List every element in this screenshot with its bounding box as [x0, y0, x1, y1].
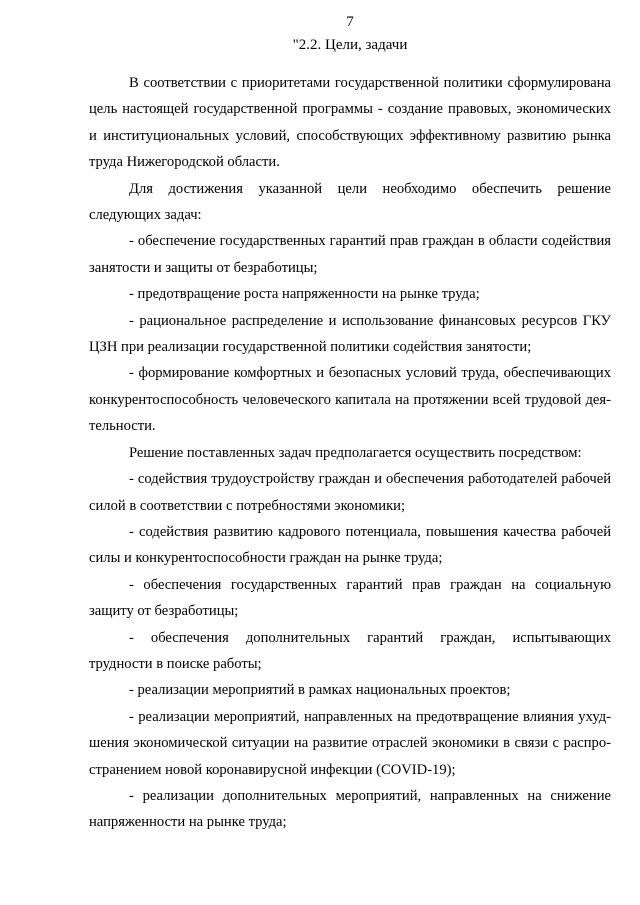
paragraph-means-intro: Решение поставленных задач предполагается осуществить посредством:: [129, 444, 582, 461]
list-item-task-resources: - рациональное распределение и использование финансовых ресурсов ГКУ ЦЗН при реализации государственной политики содействия занятости;: [89, 312, 611, 356]
list-item-means-personnel: - содействия развитию кадрового потенциала, повышения качества рабочей силы и конкурентоспособности граждан на рынке труда;: [89, 523, 611, 567]
list-item-means-employment: - содействия трудоустройству граждан и обеспечения работодателей рабочей силой в соответствии с потребностями экономики;: [89, 471, 611, 514]
paragraph-goal: В соответствии с приоритетами государственной политики сформулирована цель настоящей государственной программы - создание правовых, экономических и институциональных условий, способствующих эффективному развитию рынка труда Нижегородской области.: [89, 75, 611, 171]
list-item-task-guarantees: - обеспечение государственных гарантий прав граждан в области содействия занятости и защиты от безработицы;: [89, 233, 611, 276]
list-item-task-conditions: - формирование комфортных и безопасных условий труда, обеспечивающих конкурентоспособность человеческого капитала на протяжении всей трудовой деятельности.: [89, 365, 611, 435]
list-item-means-social-protection: - обеспечения государственных гарантий прав граждан на социальную защиту от безработицы;: [89, 576, 611, 620]
section-title: "2.2. Цели, задачи: [292, 37, 408, 53]
paragraph-tasks-intro: Для достижения указанной цели необходимо обеспечить решение следующих задач:: [89, 180, 611, 224]
list-item-task-tension: - предотвращение роста напряженности на рынке труда;: [129, 286, 480, 303]
document-page: [89, 12, 611, 836]
page-number: 7: [346, 14, 354, 30]
list-item-means-covid: - реализации мероприятий, направленных на предотвращение влияния ухудшения экономической ситуации на развитие отраслей экономики в связи с распространением новой коронавирусной инфекции (COVID-19);: [89, 708, 611, 778]
list-item-means-national-projects: - реализации мероприятий в рамках национальных проектов;: [129, 682, 511, 699]
list-item-means-additional-guarantees: - обеспечения дополнительных гарантий граждан, испытывающих трудности в поиске работы;: [89, 629, 611, 672]
document-body: [89, 70, 611, 836]
list-item-means-tension-reduction: - реализации дополнительных мероприятий, направленных на снижение напряженности на рынке труда;: [89, 787, 611, 831]
